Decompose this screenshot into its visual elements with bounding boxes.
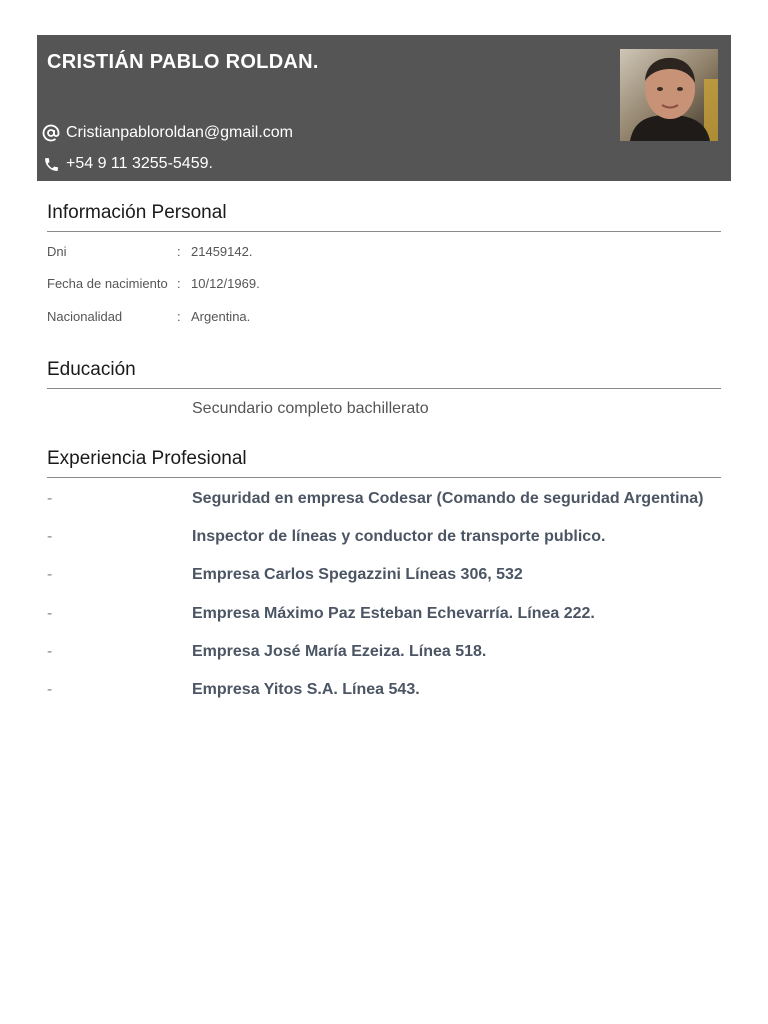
at-sign-icon: [41, 123, 61, 143]
education-heading: Educación: [47, 359, 136, 380]
info-label: Fecha de nacimiento: [47, 276, 168, 291]
info-label: Dni: [47, 244, 67, 259]
info-value: Argentina.: [191, 309, 251, 324]
list-dash: -: [47, 490, 53, 507]
phone-icon: [41, 154, 61, 174]
contact-phone-row: [41, 153, 213, 175]
experience-text: Empresa Yitos S.A. Línea 543.: [192, 681, 420, 698]
info-colon: :: [177, 244, 181, 259]
personal-info-divider: [47, 231, 721, 232]
info-value: 10/12/1969.: [191, 276, 260, 291]
experience-text: Empresa Máximo Paz Esteban Echevarría. Línea 222.: [192, 605, 595, 622]
list-dash: -: [47, 528, 53, 545]
education-entry: Secundario completo bachillerato: [192, 400, 429, 417]
info-colon: :: [177, 276, 181, 291]
info-colon: :: [177, 309, 181, 324]
contact-phone[interactable]: +54 9 11 3255-5459.: [66, 155, 213, 172]
experience-item: [47, 681, 737, 703]
experience-text: Empresa José María Ezeiza. Línea 518.: [192, 643, 487, 660]
experience-item: [47, 643, 737, 665]
experience-divider: [47, 477, 721, 478]
experience-item: [47, 528, 737, 550]
list-dash: -: [47, 681, 53, 698]
profile-photo: [620, 49, 718, 141]
cv-header: [37, 35, 731, 203]
contact-email[interactable]: Cristianpabloroldan@gmail.com: [66, 124, 294, 141]
experience-item: [47, 566, 737, 588]
experience-text: Seguridad en empresa Codesar (Comando de seguridad Argentina): [192, 490, 704, 507]
person-name: CRISTIÁN PABLO ROLDAN.: [47, 51, 319, 73]
list-dash: -: [47, 643, 53, 660]
contact-address: Roque saenz Peña 471. Tristan suarez/ezeiza .: [66, 186, 403, 203]
list-dash: -: [47, 566, 53, 583]
info-label: Nacionalidad: [47, 309, 123, 324]
education-divider: [47, 388, 721, 389]
personal-info-heading: Información Personal: [47, 202, 227, 223]
list-dash: -: [47, 605, 53, 622]
info-value: 21459142.: [191, 244, 253, 259]
contact-email-row: [41, 122, 293, 144]
experience-text: Empresa Carlos Spegazzini Líneas 306, 532: [192, 566, 523, 583]
experience-heading: Experiencia Profesional: [47, 448, 247, 469]
experience-text: Inspector de líneas y conductor de transporte publico.: [192, 528, 606, 545]
experience-item: [47, 605, 737, 627]
experience-item: [47, 490, 737, 512]
